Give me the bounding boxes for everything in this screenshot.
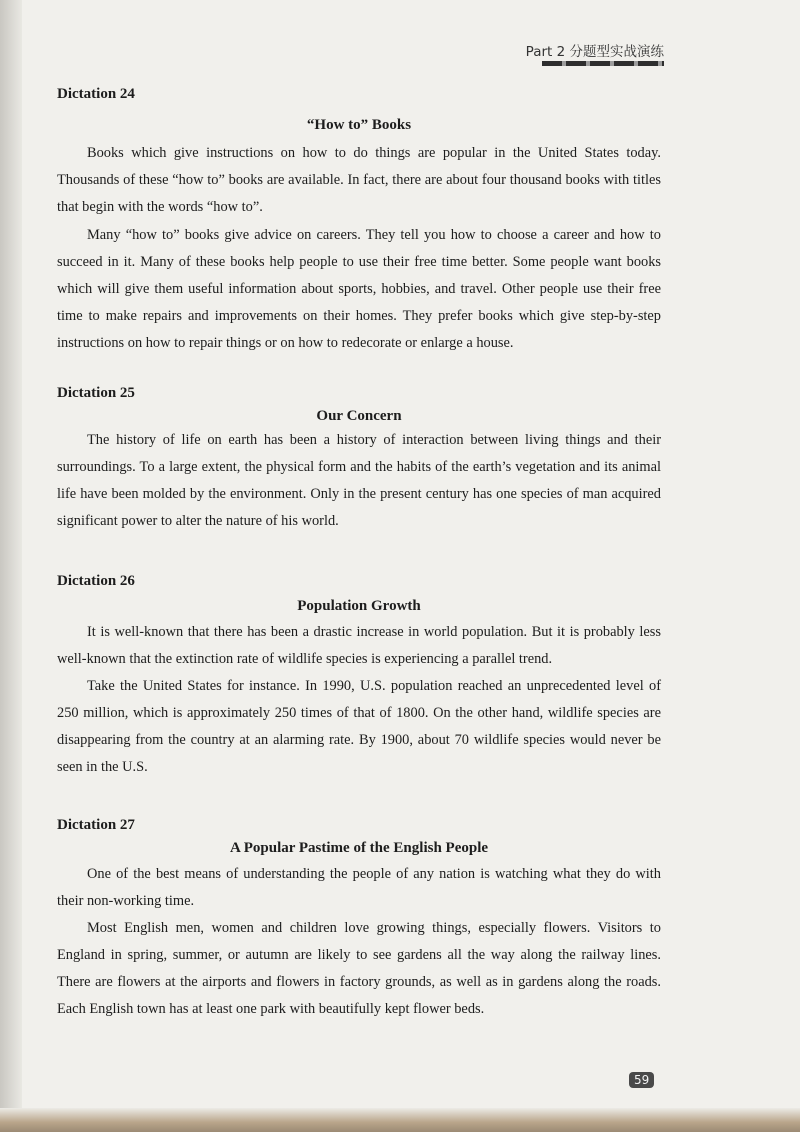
paragraph: One of the best means of understanding the people of any nation is watching what they do with their non-working time. — [57, 866, 661, 909]
passage-title: A Popular Pastime of the English People — [229, 840, 489, 856]
dictation-section — [57, 817, 661, 1023]
page-content — [57, 86, 661, 1023]
running-header: Part 2 分题型实战演练 — [525, 44, 664, 60]
page-bottom-edge — [0, 1108, 800, 1132]
page-number: 59 — [629, 1072, 654, 1088]
paragraph: Most English men, women and children love growing things, especially flowers. Visitors to England in spring, summer, or autumn are likely to see gardens all the way along the railway lines. There are flowers at the airports and flowers in factory grounds, as well as in gardens along the roads. Each English town has at least one park with beautifully kept flower beds. — [57, 920, 661, 1017]
paragraph: Books which give instructions on how to do things are popular in the United States today. Thousands of these “how to” books are available. In fact, there are about four thousand books with titles that begin with the words “how to”. — [57, 145, 661, 215]
page-binding-shadow — [0, 0, 22, 1132]
passage-title: “How to” Books — [306, 117, 412, 133]
paragraph: Many “how to” books give advice on careers. They tell you how to choose a career and how to succeed in it. Many of these books help people to use their free time better. Some people want books which will give them useful information about sports, hobbies, and travel. Other people use their free time to make repairs and improvements on their homes. They prefer books which give step-by-step instructions on how to repair things or on how to redecorate or enlarge a house. — [57, 227, 661, 351]
paragraph: The history of life on earth has been a history of interaction between living things and their surroundings. To a large extent, the physical form and the habits of the earth’s vegetation and its animal life have been molded by the environment. Only in the present century has one species of man acquired significant power to alter the nature of his world. — [57, 432, 661, 529]
dictation-label: Dictation 26 — [57, 573, 135, 589]
paragraph: Take the United States for instance. In 1990, U.S. population reached an unprecedented level of 250 million, which is approximately 250 times of that of 1800. On the other hand, wildlife species are disappearing from the country at an alarming rate. By 1900, about 70 wildlife species would never be seen in the U.S. — [57, 678, 661, 775]
dictation-label: Dictation 25 — [57, 385, 135, 401]
dictation-section — [57, 86, 661, 357]
paragraph: It is well-known that there has been a drastic increase in world population. But it is probably less well-known that the extinction rate of wildlife species is experiencing a parallel trend. — [57, 624, 661, 667]
passage-title: Population Growth — [297, 598, 421, 614]
dictation-label: Dictation 27 — [57, 817, 135, 833]
dictation-section — [57, 385, 661, 535]
dictation-label: Dictation 24 — [57, 86, 135, 102]
header-rule — [542, 61, 664, 66]
dictation-section — [57, 573, 661, 781]
passage-title: Our Concern — [316, 408, 402, 424]
